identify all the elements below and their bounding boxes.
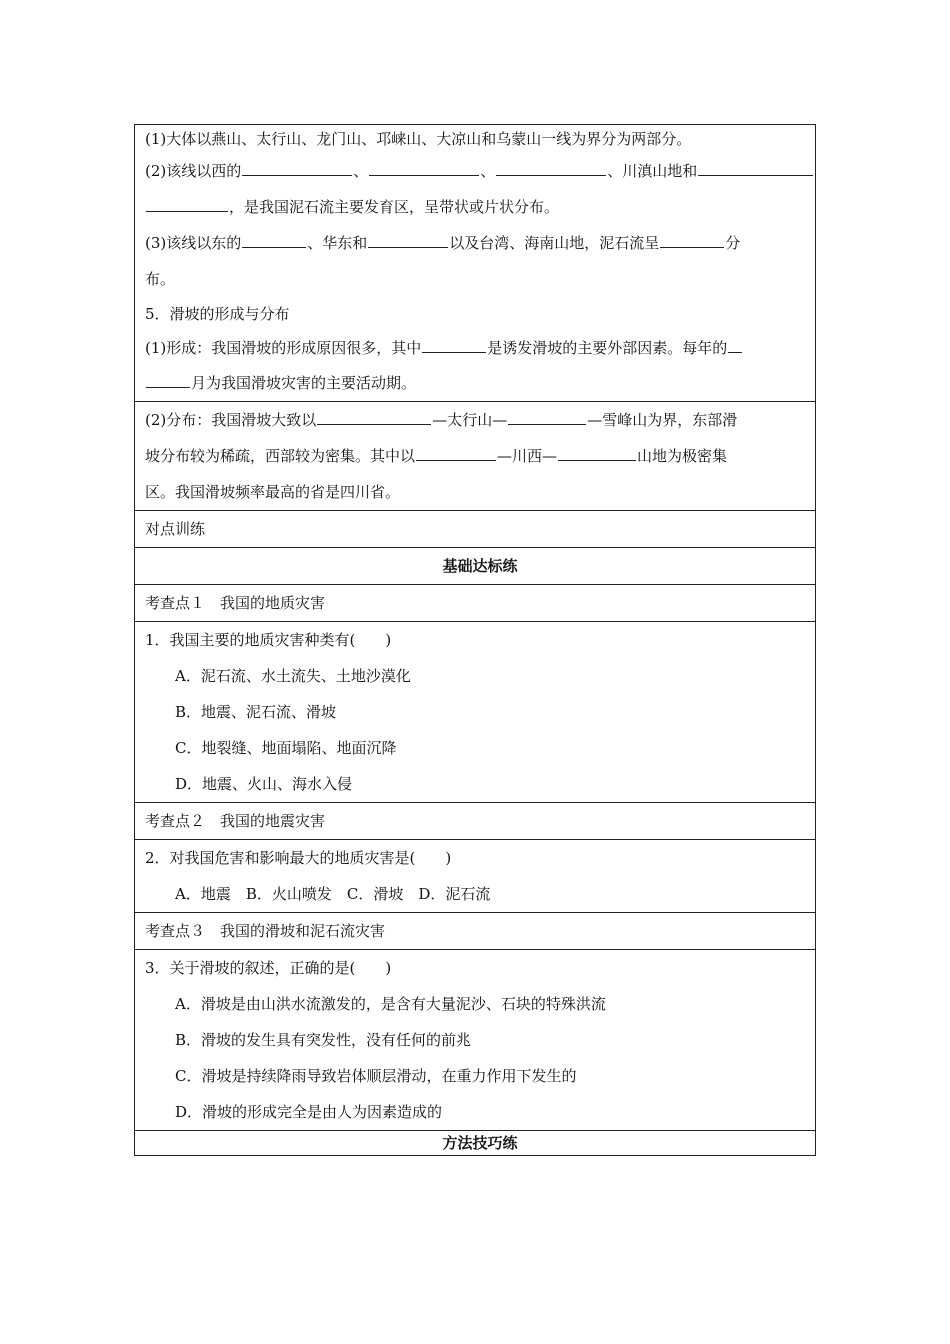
answer-blank[interactable]: [558, 444, 636, 461]
option-a[interactable]: A．滑坡是由山洪水流激发的，是含有大量泥沙、石块的特殊洪流: [175, 995, 606, 1013]
question-stem: 3．关于滑坡的叙述，正确的是( ): [145, 959, 392, 977]
landslide-distribution-cell: [134, 401, 816, 510]
option-b[interactable]: B．滑坡的发生具有突发性，没有任何的前兆: [175, 1031, 472, 1049]
question-1-cell: [134, 621, 816, 802]
option-c[interactable]: C．滑坡是持续降雨导致岩体顺层滑动，在重力作用下发生的: [175, 1067, 577, 1085]
section-title: 方法技巧练: [442, 1134, 518, 1152]
section-title: 基础达标练: [442, 557, 518, 575]
text-line: (3)该线以东的 、华东和 以及台湾、海南山地，泥石流呈 分: [145, 225, 815, 261]
text-line: 区。我国滑坡频率最高的省是四川省。: [145, 483, 401, 501]
question-stem: 1．我国主要的地质灾害种类有( ): [145, 631, 392, 649]
question-stem: 2．对我国危害和影响最大的地质灾害是( ): [145, 849, 452, 867]
option-a[interactable]: A．泥石流、水土流失、土地沙漠化: [175, 667, 411, 685]
option-d[interactable]: D．滑坡的形成完全是由人为因素造成的: [175, 1103, 443, 1121]
option-c[interactable]: C．地裂缝、地面塌陷、地面沉降: [175, 739, 397, 757]
key-point-label: 考查点２ 我国的地震灾害: [145, 812, 326, 830]
section-header-cell: [134, 547, 816, 584]
answer-blank[interactable]: [416, 444, 496, 461]
section-heading: 5．滑坡的形成与分布: [145, 305, 290, 323]
answer-blank[interactable]: [146, 371, 190, 388]
key-point-cell: [134, 912, 816, 949]
answer-blank[interactable]: [146, 195, 228, 212]
text-line: (1)形成：我国滑坡的形成原因很多，其中 是诱发滑坡的主要外部因素。每年的: [145, 331, 815, 365]
key-point-label: 考查点１ 我国的地质灾害: [145, 594, 326, 612]
section-header-cell: [134, 1130, 816, 1156]
practice-label: 对点训练: [145, 520, 206, 538]
answer-blank[interactable]: [728, 336, 742, 353]
key-point-cell: [134, 584, 816, 621]
debris-flow-distribution-cell: [134, 124, 816, 401]
answer-blank[interactable]: [242, 159, 352, 176]
answer-blank[interactable]: [660, 231, 724, 248]
practice-label-cell: [134, 510, 816, 547]
answer-blank[interactable]: [698, 159, 813, 176]
text-line: 布。: [145, 270, 176, 288]
answer-blank[interactable]: [422, 336, 486, 353]
key-point-cell: [134, 802, 816, 839]
answer-blank[interactable]: [317, 408, 431, 425]
worksheet-table: [134, 124, 816, 1156]
option-d[interactable]: D．地震、火山、海水入侵: [175, 775, 353, 793]
question-2-cell: [134, 839, 816, 912]
answer-blank[interactable]: [242, 231, 306, 248]
text-line: (1)大体以燕山、太行山、龙门山、邛崃山、大凉山和乌蒙山一线为界分为两部分。: [145, 130, 692, 148]
text-line: (2)该线以西的 、 、 、川滇山地和: [145, 153, 815, 189]
answer-blank[interactable]: [368, 231, 448, 248]
text-line: (2)分布：我国滑坡大致以 —太行山— —雪峰山为界，东部滑: [145, 402, 815, 438]
options-inline[interactable]: A．地震 B．火山喷发 C．滑坡 D．泥石流: [175, 885, 491, 903]
answer-blank[interactable]: [369, 159, 479, 176]
option-b[interactable]: B．地震、泥石流、滑坡: [175, 703, 337, 721]
answer-blank[interactable]: [508, 408, 586, 425]
key-point-label: 考查点３ 我国的滑坡和泥石流灾害: [145, 922, 386, 940]
text-line: 月为我国滑坡灾害的主要活动期。: [145, 365, 815, 401]
text-line: 坡分布较为稀疏，西部较为密集。其中以 —川西— 山地为极密集: [145, 438, 815, 474]
text-line: ，是我国泥石流主要发育区，呈带状或片状分布。: [145, 189, 815, 225]
answer-blank[interactable]: [496, 159, 606, 176]
question-3-cell: [134, 949, 816, 1130]
